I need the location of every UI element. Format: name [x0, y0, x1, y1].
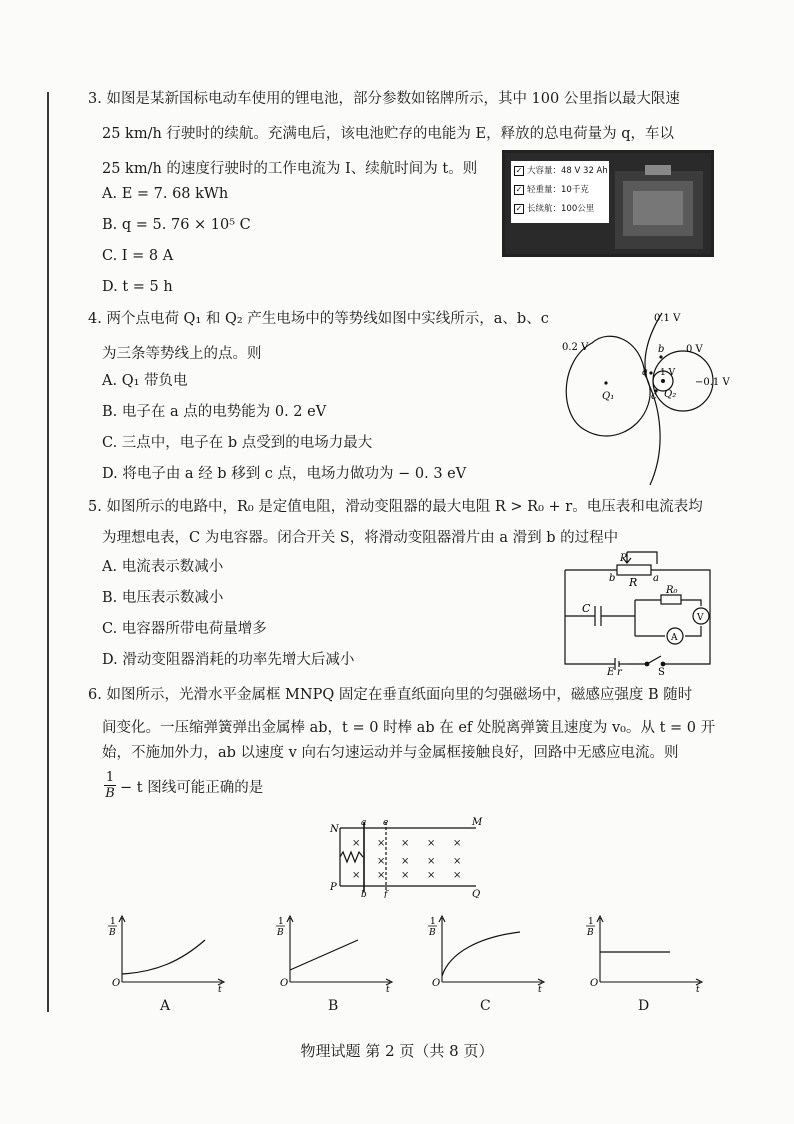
circuit-figure [555, 548, 725, 676]
label-b: b [658, 344, 665, 355]
graph-caption-d: D [638, 998, 650, 1014]
label-r-internal: r [617, 667, 622, 676]
label-a: a [642, 367, 648, 378]
charge-q1-dot [604, 381, 607, 384]
y-label-denominator: B [109, 928, 116, 938]
q4-line2: 为三条等势线上的点。则 [102, 346, 262, 362]
wire-r0-branch [635, 600, 701, 636]
badge-row-capacity [514, 162, 608, 181]
label-r0: R₀ [666, 585, 678, 596]
svg-text:×: × [453, 856, 462, 867]
badge-row-weight [514, 181, 608, 200]
q6-fraction [104, 770, 116, 801]
svg-text:×: × [352, 838, 361, 849]
badge-capacity-text: 大容量：48 V 32 Ah [527, 166, 608, 176]
label-p: P [330, 882, 337, 893]
q5-line2: 为理想电表，C 为电容器。闭合开关 S，将滑动变阻器滑片由 a 滑到 b 的过程中 [102, 530, 619, 546]
q5-line1: 5. 如图所示的电路中，R₀ 是定值电阻，滑动变阻器的最大电阻 R > R₀ + r。电压表和电流表均 [88, 499, 703, 515]
q4-option-d: D. 将电子由 a 经 b 移到 c 点，电场力做功为 − 0. 3 eV [102, 466, 467, 482]
q5-option-a: A. 电流表示数减小 [102, 559, 224, 575]
origin-label: O [590, 978, 599, 989]
point-b [659, 355, 662, 358]
svg-text:×: × [427, 856, 436, 867]
page-footer: 物理试题 第 2 页（共 8 页） [300, 1042, 494, 1060]
label-a: a [361, 818, 367, 828]
q3-option-c: C. I = 8 A [102, 248, 174, 264]
origin-label: O [432, 978, 441, 989]
q5-option-d: D. 滑动变阻器消耗的功率先增大后减小 [102, 652, 355, 668]
switch-contact-right [661, 662, 665, 666]
x-axis-label: t [538, 985, 542, 992]
check-icon: ✓ [515, 185, 523, 194]
svg-text:×: × [427, 870, 436, 881]
label-f: f [384, 890, 388, 898]
q3-option-b: B. q = 5. 76 × 10⁵ C [102, 217, 251, 233]
label-e: e [383, 818, 389, 828]
label-0.1v-top: 0.1 V [654, 313, 681, 324]
q6-line2: 间变化。一压缩弹簧弹出金属棒 ab，t = 0 时棒 ab 在 ef 处脱离弹簧且速度为 v₀。从 t = 0 开 [102, 720, 716, 736]
origin-label: O [280, 978, 289, 989]
label-0.2v: 0.2 V [562, 342, 589, 353]
label-a-meter: A [671, 633, 678, 643]
q3-line1: 3. 如图是某新国标电动车使用的锂电池，部分参数如铭牌所示，其中 100 公里指以最大限速 [88, 91, 680, 107]
battery-badge [514, 162, 608, 219]
capacitor-c [565, 606, 635, 626]
q4-line1: 4. 两个点电荷 Q₁ 和 Q₂ 产生电场中的等势线如图中实线所示，a、b、c [88, 311, 549, 327]
label-p: P [620, 553, 627, 564]
label-s: S [658, 667, 665, 676]
label-c: C [582, 602, 591, 615]
equipotential-figure [550, 305, 735, 490]
label-0v: 0 V [686, 344, 703, 355]
y-label-denominator: B [429, 928, 436, 938]
x-axis-label: t [696, 985, 700, 992]
svg-text:×: × [401, 838, 410, 849]
x-axis-label: t [218, 985, 222, 992]
y-label-numerator: 1 [588, 917, 594, 927]
label-b: b [361, 890, 367, 898]
origin-label: O [112, 978, 121, 989]
svg-text:×: × [377, 856, 386, 867]
check-icon: ✓ [515, 166, 523, 175]
y-label-numerator: 1 [110, 917, 116, 927]
point-a [649, 371, 652, 374]
graph-caption-b: B [328, 998, 339, 1014]
wire-left [565, 570, 615, 664]
label-b-end: b [609, 573, 616, 584]
resistor-r0 [661, 595, 681, 604]
y-label-denominator: B [587, 928, 594, 938]
rheostat-r [617, 565, 651, 575]
badge-range-text: 长续航：100公里 [527, 204, 595, 214]
svg-text:×: × [377, 870, 386, 881]
q3-option-d: D. t = 5 h [102, 279, 173, 295]
fraction-numerator: 1 [105, 770, 115, 785]
q3-line2: 25 km/h 行驶时的续航。充满电后，该电池贮存的电能为 E，释放的总电荷量为 q，车以 [102, 126, 675, 142]
label-minus-0.1v: −0.1 V [695, 377, 730, 388]
graph-caption-c: C [480, 998, 491, 1014]
y-label-numerator: 1 [430, 917, 436, 927]
q6-line4: − t 图线可能正确的是 [120, 780, 264, 796]
slider-wire [627, 552, 657, 564]
label-q2: Q₂ [664, 389, 677, 400]
fraction-denominator: B [105, 786, 115, 801]
label-c: c [651, 391, 657, 402]
svg-text:×: × [427, 838, 436, 849]
q5-option-b: B. 电压表示数减小 [102, 590, 224, 606]
rail-figure [326, 816, 496, 898]
y-label-numerator: 1 [278, 917, 284, 927]
label-q: Q [472, 889, 481, 898]
switch-s [647, 656, 661, 664]
q4-option-b: B. 电子在 a 点的电势能为 0. 2 eV [102, 404, 327, 420]
svg-text:×: × [453, 870, 462, 881]
label-n: N [330, 824, 339, 835]
label-e: E [607, 667, 615, 676]
page-margin-line [47, 92, 49, 1012]
x-axis-label: t [386, 985, 390, 992]
svg-text:×: × [352, 870, 361, 881]
svg-text:×: × [401, 856, 410, 867]
graph-a [100, 912, 230, 992]
y-label-denominator: B [277, 928, 284, 938]
battery-photo [502, 150, 714, 257]
label-q1: Q₁ [602, 391, 615, 402]
spring [340, 852, 363, 862]
q3-option-a: A. E = 7. 68 kWh [102, 186, 229, 202]
label-m: M [472, 817, 483, 828]
q3-line3: 25 km/h 的速度行驶时的工作电流为 I、续航时间为 t。则 [102, 161, 478, 177]
label-v: V [697, 613, 704, 623]
graph-c [420, 912, 550, 992]
q6-line3: 始，不施加外力，ab 以速度 v 向右匀速运动并与金属框接触良好，回路中无感应电流。则 [102, 745, 679, 761]
label-r: R [629, 576, 638, 589]
label-1v: 1 V [660, 368, 676, 378]
label-a-end: a [653, 573, 659, 584]
svg-text:×: × [453, 838, 462, 849]
q6-line1: 6. 如图所示，光滑水平金属框 MNPQ 固定在垂直纸面向里的匀强磁场中，磁感应强度 B 随时 [88, 687, 693, 703]
q4-option-c: C. 三点中，电子在 b 点受到的电场力最大 [102, 435, 373, 451]
badge-row-range [514, 200, 608, 219]
check-icon: ✓ [515, 204, 523, 213]
graph-b [268, 912, 398, 992]
graph-caption-a: A [160, 998, 171, 1014]
svg-text:×: × [377, 838, 386, 849]
q4-option-a: A. Q₁ 带负电 [102, 373, 188, 389]
q5-option-c: C. 电容器所带电荷量增多 [102, 621, 267, 637]
svg-text:×: × [401, 870, 410, 881]
charge-q2-dot [661, 379, 665, 383]
graph-d [578, 912, 708, 992]
badge-weight-text: 轻重量：10千克 [527, 185, 589, 195]
magnetic-field-crosses [352, 838, 461, 881]
